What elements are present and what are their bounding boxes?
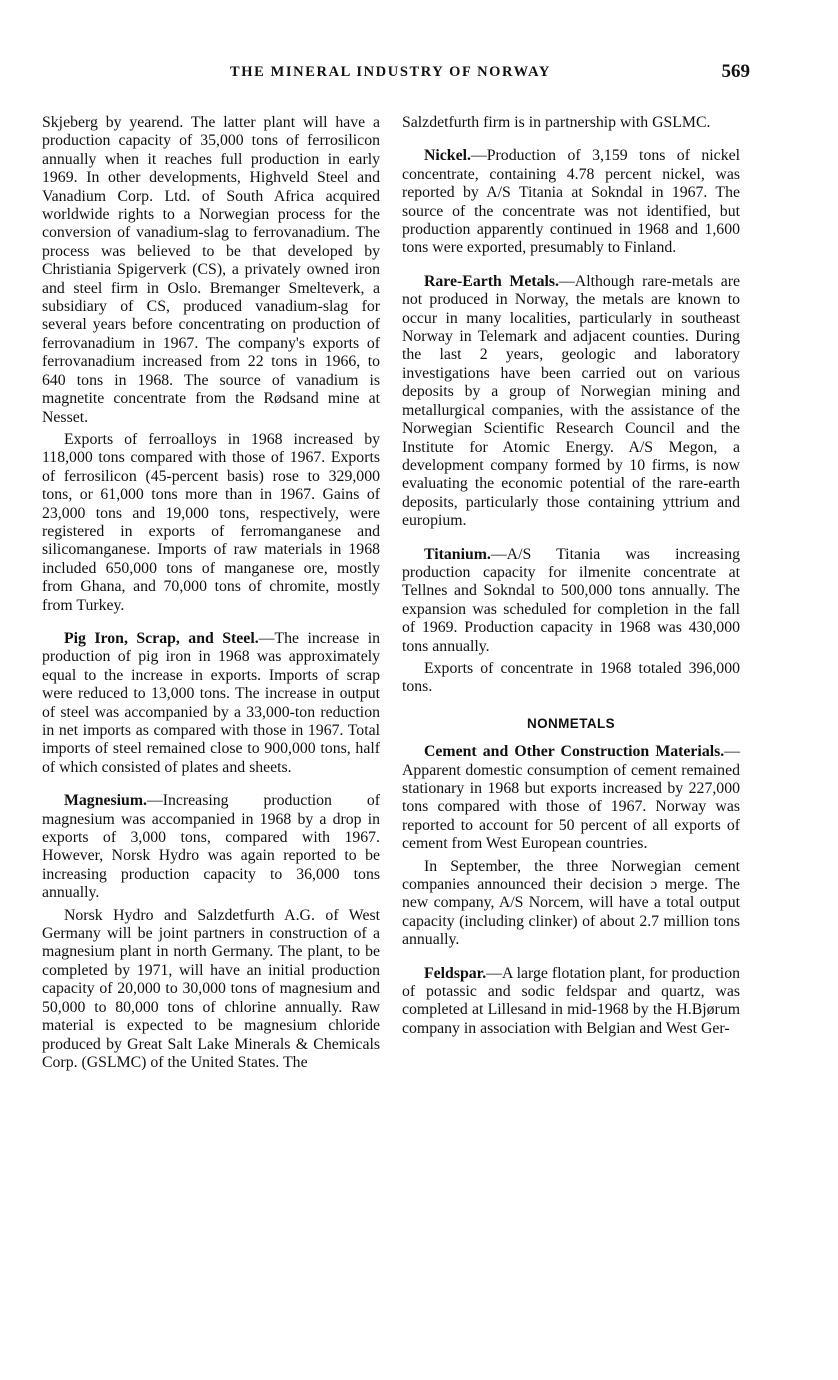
section-rare-earth	[402, 273, 740, 531]
paragraph-gslmc-continuation: Salzdetfurth firm is in partnership with GSLMC.	[402, 114, 711, 131]
heading-titanium: Titanium.	[424, 545, 491, 563]
heading-nickel: Nickel.	[424, 147, 471, 165]
section-feldspar	[402, 965, 740, 1039]
text-feldspar: —A large flotation plant, for production of potassic and sodic feldspar and quartz, was completed at Lillesand in mid-1968 by the H.Bjørum company in association with Belgian and West Ger-	[402, 964, 740, 1037]
page-number: 569	[721, 61, 750, 82]
heading-magnesium: Magnesium.	[64, 792, 147, 810]
heading-rare-earth: Rare-Earth Metals.	[424, 272, 559, 290]
section-cement	[402, 743, 740, 853]
text-titanium: —A/S Titania was increasing production capacity for ilmenite concentrate at Tellnes and Sokndal to 500,000 tons annually. The expansion was scheduled for completion in the fall of 1969. Production capacity in 1968 was 430,000 tons annually.	[402, 545, 740, 655]
text-nickel: —Production of 3,159 tons of nickel concentrate, containing 4.78 percent nickel, was reported by A/S Titania at Sokndal in 1967. The source of the concentrate was not identified, but production apparently continued in 1968 and 1,600 tons were exported, presumably to Finland.	[402, 147, 740, 257]
left-column	[42, 114, 380, 1072]
text-magnesium: —Increasing production of magnesium was accompanied in 1968 by a drop in exports of 3,000 tons, compared with 1967. However, Norsk Hydro was again reported to be increasing production capacity to 36,000 tons annually.	[42, 792, 380, 902]
section-title-nonmetals: NONMETALS	[526, 715, 616, 731]
section-magnesium	[42, 792, 380, 902]
section-titanium	[402, 546, 740, 656]
paragraph-ferroalloy-exports: Exports of ferroalloys in 1968 increased by 118,000 tons compared with those of 1967. Exports of ferrosilicon (45-percent basis) rose to 329,000 tons, or 61,000 tons more than in 1967. Gains of 23,000 tons and 19,000 tons, respectively, were registered in exports of ferromanganese and silicomanganese. Imports of raw materials in 1968 included 650,000 tons of manganese ore, mostly from Ghana, and 70,000 tons of chromite, mostly from Turkey.	[42, 430, 380, 614]
heading-feldspar: Feldspar.	[424, 964, 487, 982]
paragraph-cement-merger: In September, the three Norwegian cement companies announced their decision ɔ merge. The new company, A/S Norcem, will have a total output capacity (including clinker) of about 2.7 million tons annually.	[402, 857, 740, 949]
section-nickel	[402, 147, 740, 257]
text-rare-earth: —Although rare-metals are not produced in Norway, the metals are known to occur in many localities, particularly in southeast Norway in Telemark and adjacent counties. During the last 2 years, geologic and laboratory investigations have been carried out on various deposits by a group of Norwegian mining and metallurgical companies, with the assistance of the Norwegian Scientific Research Council and the Institute for Atomic Energy. A/S Megon, a development company formed by 10 firms, is now evaluating the economic potential of the rare-earth deposits, particularly those containing yttrium and europium.	[402, 272, 741, 530]
paragraph-ferroalloy-plants: Skjeberg by yearend. The latter plant will have a production capacity of 35,000 tons of ferrosilicon annually when it reaches full production in early 1969. In other developments, Highveld Steel and Vanadium Corp. Ltd. of South Africa acquired worldwide rights to a Norwegian process for the conversion of vanadium-slag to ferrovanadium. The process was believed to be that developed by Christiania Spigerverk (CS), a privately owned iron and steel firm in Oslo. Bremanger Smelteverk, a subsidiary of CS, produced vanadium-slag for several years before concentrating on production of ferrovanadium in 1967. The company's exports of ferrovanadium increased from 22 tons in 1966, to 640 tons in 1968. The source of vanadium is magnetite concentrate from the Rødsand mine at Nesset.	[42, 114, 380, 426]
running-title: THE MINERAL INDUSTRY OF NORWAY	[230, 64, 551, 80]
text-pig-iron: —The increase in production of pig iron in 1968 was approximately equal to the increase in exports. Imports of scrap were reduced to 13,000 tons. The increase in output of steel was accompanied by a 33,000-ton reduction in net imports as compared with those in 1967. Total imports of steel remained close to 900,000 tons, half of which consisted of plates and sheets.	[42, 629, 380, 776]
right-column	[402, 114, 740, 1038]
paragraph-magnesium-plant: Norsk Hydro and Salzdetfurth A.G. of West Germany will be joint partners in construction of a magnesium plant in north Germany. The plant, to be completed by 1971, will have an initial production capacity of 20,000 to 30,000 tons of magnesium and 50,000 to 80,000 tons of chlorine annually. Raw material is expected to be magnesium chloride produced by Great Salt Lake Minerals & Chemicals Corp. (GSLMC) of the United States. The	[42, 906, 380, 1071]
paragraph-titanium-exports: Exports of concentrate in 1968 totaled 396,000 tons.	[402, 659, 740, 696]
text-cement: —Apparent domestic consumption of cement remained stationary in 1968 but exports increased by 227,000 tons compared with those of 1967. Norway was reported to account for 50 percent of all exports of cement from West European countries.	[402, 743, 740, 853]
section-pig-iron	[42, 630, 380, 777]
heading-pig-iron: Pig Iron, Scrap, and Steel.	[64, 629, 259, 647]
running-header	[40, 61, 750, 88]
heading-cement: Cement and Other Construction Materials.	[424, 743, 725, 761]
